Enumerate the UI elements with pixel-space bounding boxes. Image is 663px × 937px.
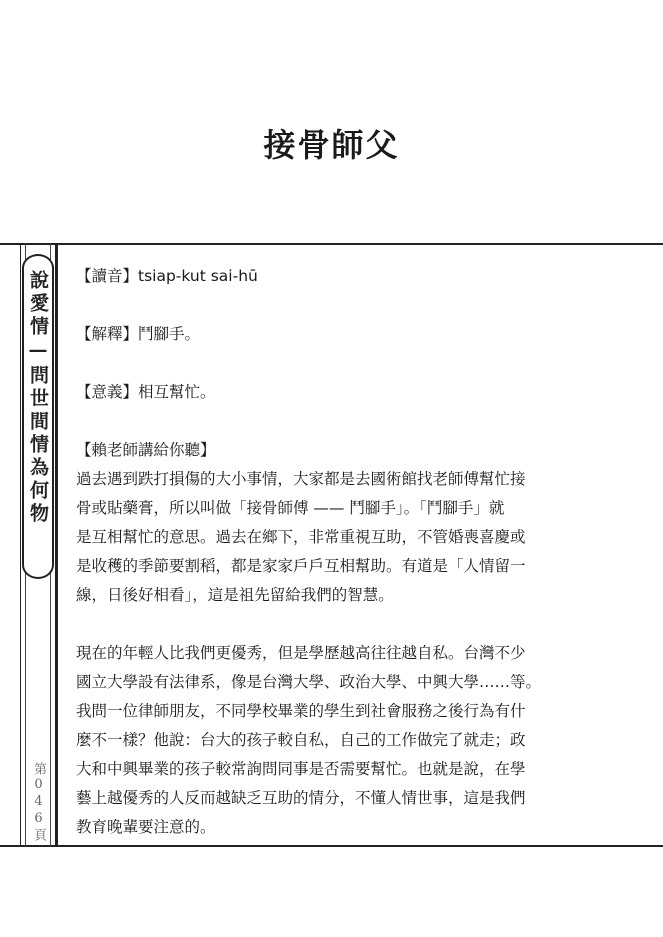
paragraph-line: 大和中興畢業的孩子較常詢問同事是否需要幫忙。也就是說，在學 (76, 760, 526, 778)
paragraph-line: 藝上越優秀的人反而越缺乏互助的情分，不懂人情世事，這是我們 (76, 789, 526, 807)
pronunciation-label: 【讀音】 (76, 267, 139, 285)
paragraph-line: 是互相幫忙的意思。過去在鄉下，非常重視互助，不管婚喪喜慶或 (76, 528, 526, 546)
paragraph-line: 線，日後好相看」，這是祖先留給我們的智慧。 (76, 586, 394, 604)
column-divider (56, 243, 58, 847)
paragraph-line: 現在的年輕人比我們更優秀，但是學歷越高往往越自私。台灣不少 (76, 644, 526, 662)
paragraph-1 (76, 465, 596, 610)
bottom-rule (0, 845, 663, 847)
entry-content (76, 262, 596, 842)
pronunciation-text: tsiap-kut sai-hū (138, 267, 258, 285)
paragraph-line: 我問一位律師朋友，不同學校畢業的學生到社會服務之後行為有什 (76, 702, 526, 720)
paragraph-line: 教育晚輩要注意的。 (76, 818, 216, 836)
explanation-text: 鬥腳手。 (138, 325, 201, 343)
meaning-text: 相互幫忙。 (138, 383, 216, 401)
paragraph-line: 是收穫的季節要割稻，都是家家戶戶互相幫助。有道是「人情留一 (76, 557, 526, 575)
meaning-line (76, 378, 596, 407)
page-title: 接骨師父 (263, 126, 400, 164)
teacher-heading: 【賴老師講給你聽】 (76, 441, 216, 459)
explanation-line (76, 320, 596, 349)
meaning-label: 【意義】 (76, 383, 139, 401)
paragraph-line: 骨或貼藥膏，所以叫做「接骨師傅 —— 鬥腳手」。「鬥腳手」就 (76, 499, 505, 517)
chapter-title: 說愛情—問世間情為何物 (27, 270, 49, 526)
paragraph-line: 國立大學設有法律系，像是台灣大學、政治大學、中興大學……等。 (76, 673, 542, 691)
top-rule (0, 243, 663, 245)
page-number: 第046頁 (31, 762, 46, 843)
paragraph-line: 麼不一樣？他說：台大的孩子較自私，自己的工作做完了就走；政 (76, 731, 526, 749)
pronunciation-line (76, 262, 596, 291)
explanation-label: 【解釋】 (76, 325, 139, 343)
paragraph-line: 過去遇到跌打損傷的大小事情，大家都是去國術館找老師傅幫忙接 (76, 470, 526, 488)
paragraph-2 (76, 639, 596, 842)
